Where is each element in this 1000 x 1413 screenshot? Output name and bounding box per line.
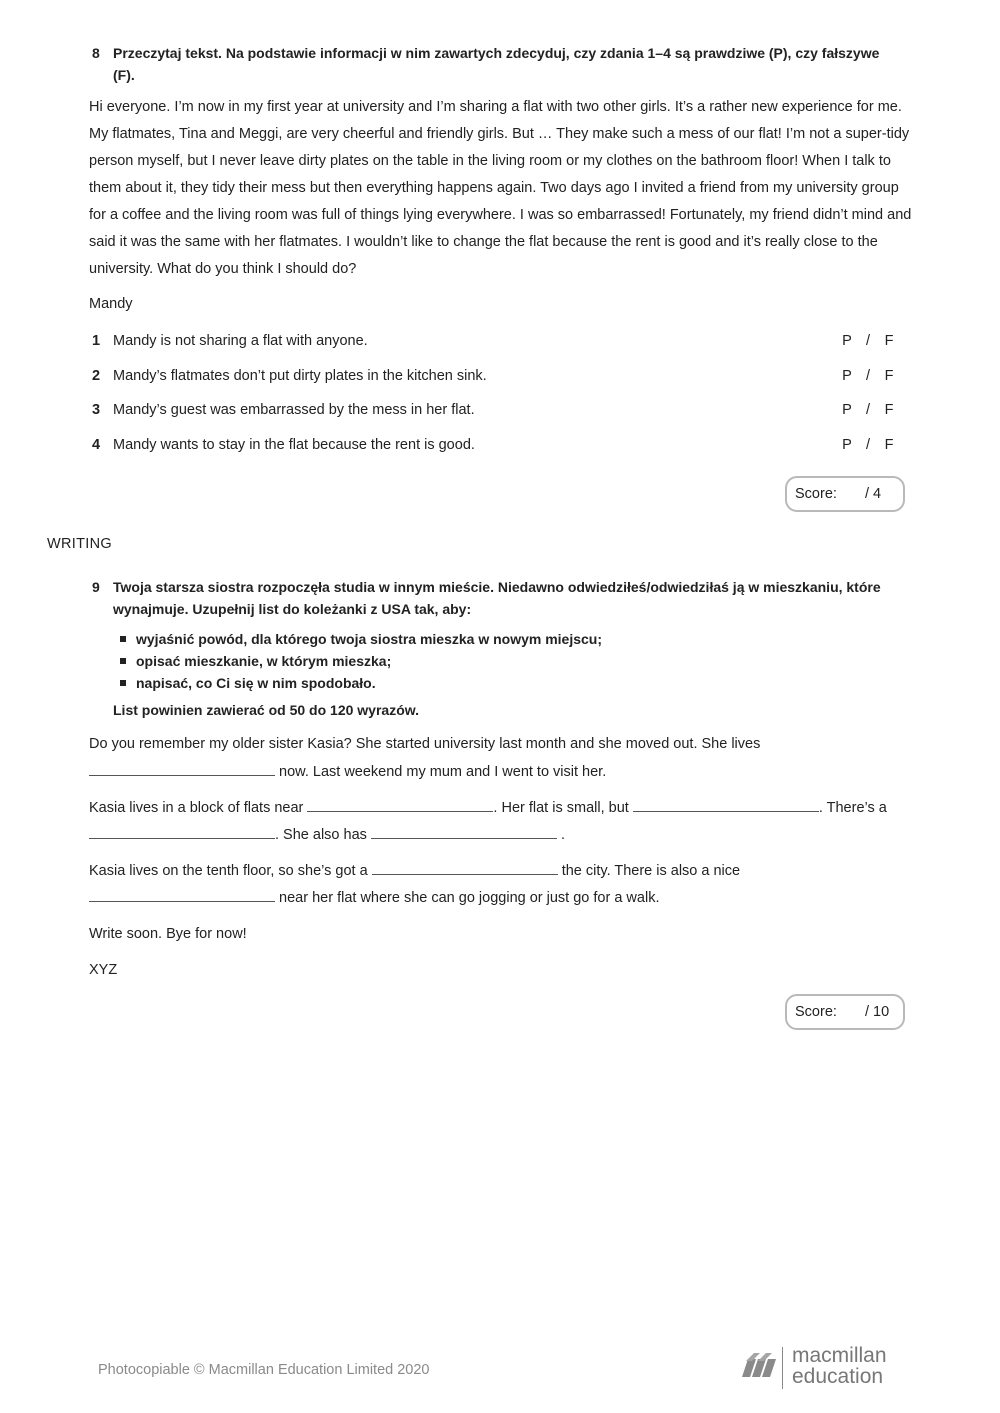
choice-p[interactable]: P — [842, 402, 852, 418]
item-text: Mandy wants to stay in the flat because the rent is good. — [113, 437, 475, 453]
letter-closing: Write soon. Bye for now! — [89, 926, 247, 942]
q8-instruction-text: Przeczytaj tekst. Na podstawie informacji w nim zawartych zdecyduj, czy zdania 1–4 są prawdziwe (P), czy fałszywe (F). — [113, 45, 880, 83]
score-value: / 10 — [865, 1004, 890, 1020]
q9-bullet-list — [118, 628, 602, 694]
letter-text: near her flat where she can go jogging or just go for a walk. — [279, 890, 660, 906]
section-heading: WRITING — [47, 536, 112, 552]
letter-text: now. Last weekend my mum and I went to visit her. — [279, 764, 607, 780]
item-number: 3 — [92, 402, 101, 418]
logo-divider — [782, 1347, 783, 1389]
letter-text: . Her flat is small, but — [493, 800, 629, 816]
letter-text: Kasia lives in a block of flats near — [89, 800, 304, 816]
letter-line-5 — [89, 862, 740, 879]
blank-field[interactable] — [372, 862, 558, 875]
letter-line-2 — [89, 763, 606, 780]
bullet-item: wyjaśnić powód, dla którego twoja siostra mieszka w nowym miejscu; — [118, 628, 602, 650]
q8-item — [92, 402, 894, 422]
choice-slash: / — [865, 368, 871, 384]
letter-text: . There’s a — [818, 800, 887, 816]
true-false-choice[interactable] — [842, 368, 894, 384]
score-label: Score: — [795, 1004, 837, 1020]
true-false-choice[interactable] — [842, 402, 894, 418]
bullet-item: napisać, co Ci się w nim spodobało. — [118, 672, 602, 694]
q9-score-box — [785, 994, 905, 1030]
true-false-choice[interactable] — [842, 437, 894, 453]
letter-line-4 — [89, 826, 565, 843]
q8-signature: Mandy — [89, 296, 133, 312]
q8-score-box — [785, 476, 905, 512]
item-text: Mandy’s guest was embarrassed by the mess in her flat. — [113, 402, 475, 418]
q8-item — [92, 333, 894, 353]
blank-field[interactable] — [633, 799, 819, 812]
q8-text-body: Hi everyone. I’m now in my first year at university and I’m sharing a flat with two other girls. It’s a rather new experience for me. My flatmates, Tina and Meggi, are very cheerful and friendly girls. But … They make such a mess of our flat! I’m not a super-tidy person myself, but I never leave dirty plates on the table in the living room or my clothes on the bathroom floor! When I talk to them about it, they tidy their mess but then everything happens again. Two days ago I invited a friend from my university group for a coffee and the living room was full of things lying everywhere. I was so embarrassed! Fortunately, my friend didn’t mind and said it was the same with her flatmates. I wouldn’t like to change the flat because the rent is good and it’s really close to the university. What do you think I should do? — [89, 99, 912, 277]
letter-text: . — [560, 827, 565, 843]
q9-instruction-text: Twoja starsza siostra rozpoczęła studia w innym mieście. Niedawno odwiedziłeś/odwiedziłaś ją w mieszkaniu, które wynajmuje. Uzupełnij list do koleżanki z USA tak, aby: — [113, 579, 881, 617]
choice-slash: / — [865, 333, 871, 349]
footer-copyright: Photocopiable © Macmillan Education Limited 2020 — [98, 1362, 430, 1378]
choice-f[interactable]: F — [884, 437, 894, 453]
true-false-choice[interactable] — [842, 333, 894, 349]
q8-item — [92, 368, 894, 388]
letter-text: Kasia lives on the tenth floor, so she’s got a — [89, 863, 368, 879]
macmillan-logo — [742, 1345, 902, 1393]
choice-slash: / — [865, 437, 871, 453]
letter-text: the city. There is also a nice — [561, 863, 741, 879]
choice-p[interactable]: P — [842, 333, 852, 349]
blank-field[interactable] — [89, 763, 275, 776]
item-text: Mandy is not sharing a flat with anyone. — [113, 333, 368, 349]
q8-number: 8 — [92, 45, 100, 61]
bullet-item: opisać mieszkanie, w którym mieszka; — [118, 650, 602, 672]
blank-field[interactable] — [89, 889, 275, 902]
letter-text: . She also has — [275, 827, 367, 843]
q9-number: 9 — [92, 579, 100, 595]
letter-line-1: Do you remember my older sister Kasia? She started university last month and she moved out. She lives — [89, 736, 761, 752]
item-number: 4 — [92, 437, 101, 453]
blank-field[interactable] — [371, 826, 557, 839]
choice-f[interactable]: F — [884, 402, 894, 418]
logo-line-1: macmillan — [792, 1344, 887, 1367]
score-value: / 4 — [865, 486, 882, 502]
item-text: Mandy’s flatmates don’t put dirty plates in the kitchen sink. — [113, 368, 487, 384]
choice-f[interactable]: F — [884, 368, 894, 384]
q8-reading-text — [89, 94, 914, 283]
letter-line-3 — [89, 799, 887, 816]
choice-f[interactable]: F — [884, 333, 894, 349]
logo-line-2: education — [792, 1365, 884, 1388]
choice-p[interactable]: P — [842, 437, 852, 453]
q9-word-count: List powinien zawierać od 50 do 120 wyrazów. — [113, 702, 420, 718]
blank-field[interactable] — [307, 799, 493, 812]
letter-line-6 — [89, 889, 659, 906]
letter-signature: XYZ — [89, 962, 118, 978]
q8-item — [92, 437, 894, 457]
blank-field[interactable] — [89, 826, 275, 839]
item-number: 2 — [92, 368, 101, 384]
item-number: 1 — [92, 333, 101, 349]
choice-slash: / — [865, 402, 871, 418]
macmillan-m-icon — [742, 1351, 776, 1379]
logo-wordmark — [792, 1345, 887, 1387]
q8-instruction — [92, 42, 892, 86]
score-label: Score: — [795, 486, 837, 502]
q9-instruction — [92, 576, 892, 620]
choice-p[interactable]: P — [842, 368, 852, 384]
